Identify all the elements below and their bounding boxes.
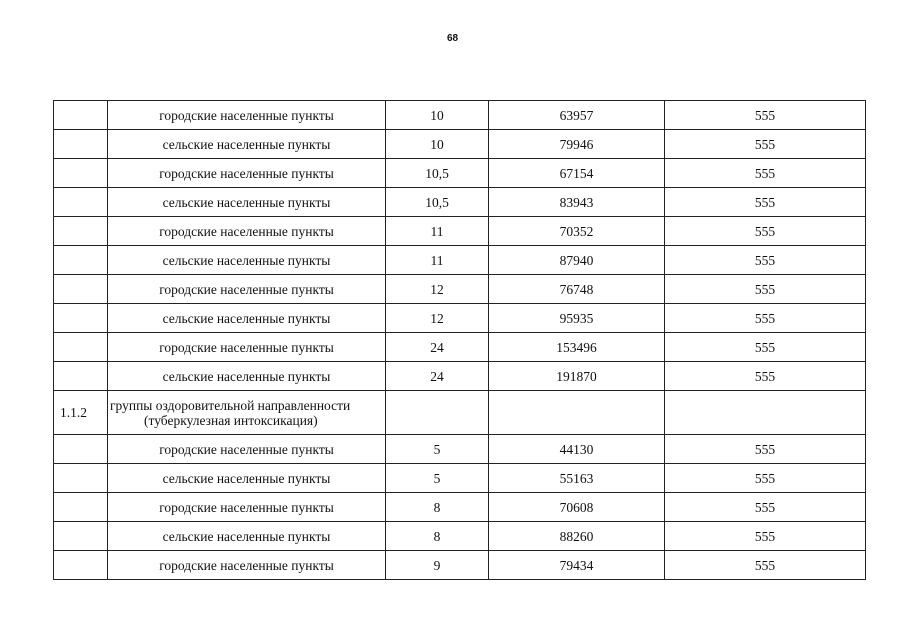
- row-number-cell: [54, 493, 108, 522]
- settlement-type-cell: городские населенные пункты: [108, 493, 386, 522]
- code-cell: 555: [665, 130, 866, 159]
- cost-cell: 88260: [489, 522, 665, 551]
- code-cell: 555: [665, 522, 866, 551]
- section-name-line: группы оздоровительной направленности: [110, 397, 351, 413]
- code-cell: 555: [665, 333, 866, 362]
- cost-cell: 70608: [489, 493, 665, 522]
- section-name-cell: [108, 391, 386, 435]
- table-row: [54, 333, 866, 362]
- section-number-cell: 1.1.2: [54, 391, 108, 435]
- cost-cell: 87940: [489, 246, 665, 275]
- code-cell: 555: [665, 217, 866, 246]
- cost-cell: 153496: [489, 333, 665, 362]
- settlement-type-cell: сельские населенные пункты: [108, 522, 386, 551]
- hours-cell: 11: [386, 217, 489, 246]
- section-name-line: (туберкулезная интоксикация): [144, 412, 318, 428]
- table-row: [54, 435, 866, 464]
- cost-cell: 70352: [489, 217, 665, 246]
- code-cell: 555: [665, 435, 866, 464]
- hours-cell: 12: [386, 304, 489, 333]
- table-row: [54, 217, 866, 246]
- settlement-type-cell: сельские населенные пункты: [108, 464, 386, 493]
- cost-cell: 44130: [489, 435, 665, 464]
- settlement-type-cell: сельские населенные пункты: [108, 246, 386, 275]
- row-number-cell: [54, 304, 108, 333]
- hours-cell: 8: [386, 522, 489, 551]
- row-number-cell: [54, 435, 108, 464]
- settlement-type-cell: сельские населенные пункты: [108, 130, 386, 159]
- code-cell: 555: [665, 464, 866, 493]
- settlement-type-cell: сельские населенные пункты: [108, 304, 386, 333]
- cost-cell: 83943: [489, 188, 665, 217]
- cost-cell: 191870: [489, 362, 665, 391]
- row-number-cell: [54, 464, 108, 493]
- code-cell: [665, 391, 866, 435]
- row-number-cell: [54, 275, 108, 304]
- table-row: [54, 159, 866, 188]
- page-number: 68: [446, 33, 459, 44]
- settlement-type-cell: городские населенные пункты: [108, 159, 386, 188]
- table-row: [54, 493, 866, 522]
- settlement-type-cell: городские населенные пункты: [108, 333, 386, 362]
- row-number-cell: [54, 522, 108, 551]
- code-cell: 555: [665, 275, 866, 304]
- row-number-cell: [54, 362, 108, 391]
- row-number-cell: [54, 217, 108, 246]
- cost-cell: 95935: [489, 304, 665, 333]
- code-cell: 555: [665, 551, 866, 580]
- table-row: [54, 101, 866, 130]
- cost-cell: 63957: [489, 101, 665, 130]
- section-header-row: [54, 391, 866, 435]
- cost-cell: 79434: [489, 551, 665, 580]
- table-row: [54, 275, 866, 304]
- cost-cell: 76748: [489, 275, 665, 304]
- table-row: [54, 522, 866, 551]
- table-body: [54, 101, 866, 580]
- row-number-cell: [54, 101, 108, 130]
- settlement-type-cell: сельские населенные пункты: [108, 188, 386, 217]
- settlement-type-cell: городские населенные пункты: [108, 551, 386, 580]
- hours-cell: 10,5: [386, 188, 489, 217]
- hours-cell: 8: [386, 493, 489, 522]
- hours-cell: 24: [386, 333, 489, 362]
- table-row: [54, 246, 866, 275]
- code-cell: 555: [665, 188, 866, 217]
- hours-cell: 9: [386, 551, 489, 580]
- settlement-type-cell: городские населенные пункты: [108, 275, 386, 304]
- cost-cell: 55163: [489, 464, 665, 493]
- code-cell: 555: [665, 493, 866, 522]
- hours-cell: 24: [386, 362, 489, 391]
- code-cell: 555: [665, 101, 866, 130]
- code-cell: 555: [665, 246, 866, 275]
- code-cell: 555: [665, 304, 866, 333]
- row-number-cell: [54, 551, 108, 580]
- hours-cell: [386, 391, 489, 435]
- hours-cell: 12: [386, 275, 489, 304]
- table-row: [54, 304, 866, 333]
- hours-cell: 5: [386, 464, 489, 493]
- code-cell: 555: [665, 159, 866, 188]
- table-row: [54, 188, 866, 217]
- hours-cell: 11: [386, 246, 489, 275]
- cost-cell: [489, 391, 665, 435]
- hours-cell: 10: [386, 101, 489, 130]
- row-number-cell: [54, 188, 108, 217]
- settlement-type-cell: городские населенные пункты: [108, 101, 386, 130]
- code-cell: 555: [665, 362, 866, 391]
- row-number-cell: [54, 130, 108, 159]
- settlement-type-cell: городские населенные пункты: [108, 435, 386, 464]
- table-row: [54, 551, 866, 580]
- table-row: [54, 130, 866, 159]
- row-number-cell: [54, 333, 108, 362]
- row-number-cell: [54, 246, 108, 275]
- hours-cell: 5: [386, 435, 489, 464]
- hours-cell: 10,5: [386, 159, 489, 188]
- table-row: [54, 464, 866, 493]
- cost-cell: 79946: [489, 130, 665, 159]
- hours-cell: 10: [386, 130, 489, 159]
- settlement-type-cell: сельские населенные пункты: [108, 362, 386, 391]
- cost-cell: 67154: [489, 159, 665, 188]
- row-number-cell: [54, 159, 108, 188]
- table-row: [54, 362, 866, 391]
- tariff-table: [53, 100, 866, 580]
- settlement-type-cell: городские населенные пункты: [108, 217, 386, 246]
